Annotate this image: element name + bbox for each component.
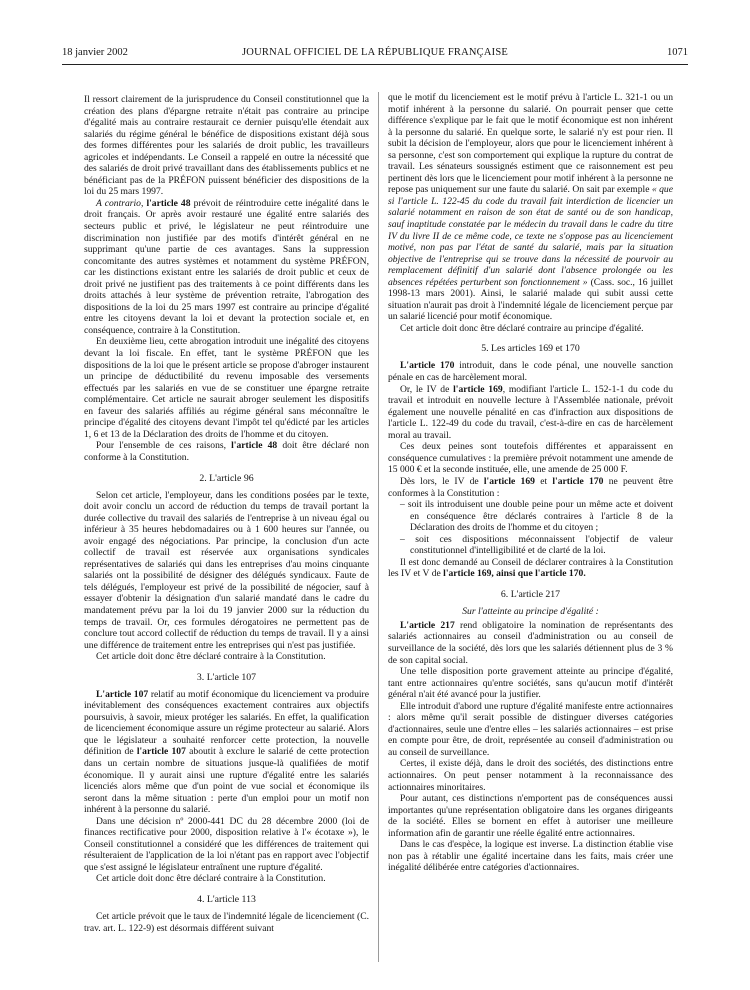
- paragraph-text: relatif au motif économique du licenciement va produire inévitablement des conséquences exactement contraires aux objectifs poursuivis, à savoir, mieux protéger les salariés. En effet, la qualification de licenciement économique assure un régime protecteur au salarié. Alors que le législateur a souhaité renforcer cette protection, la nouvelle définition de: [84, 688, 369, 758]
- section-heading-article-217: 6. L'article 217: [500, 588, 561, 600]
- paragraph-text: Pour l'ensemble de ces raisons,: [96, 440, 232, 452]
- paragraph: Cet article doit donc être déclaré contraire à la Constitution.: [96, 873, 326, 885]
- paragraph-text: Il est donc demandé au Conseil de déclarer contraires à la Constitution les IV et V de: [388, 556, 673, 580]
- article-body: [84, 94, 696, 964]
- left-column: [84, 94, 369, 964]
- paragraph: [388, 557, 673, 580]
- italic-phrase: A contrario,: [96, 197, 144, 209]
- paragraph: Selon cet article, l'employeur, dans les conditions posées par le texte, doit avoir conclu un accord de réduction du temps de travail portant la durée collective du travail des salariés de l'entreprise à un niveau égal ou inférieur à 35 heures hebdomadaires ou à 1 600 heures sur l'année, ou avoir engagé des négociations. Par principe, la conclusion d'un acte collectif de travail est réservée aux organisations syndicales représentatives de salariés qui dans les entreprises d'au moins cinquante salariés ont la possibilité de désigner des délégués syndicaux. Faute de tels délégués, l'employeur est privé de la possibilité de négocier, sauf à essayer d'obtenir la désignation d'un salarié mandaté dans le cadre du mandatement prévu par la loi du 19 janvier 2000 sur la réduction du temps de travail. Or, ces formules dérogatoires ne permettent pas de conclure tout accord collectif de réduction du temps de travail. Il y a ainsi une différence de traitement entre les entreprises qui n'est pas justifiée.: [84, 489, 369, 651]
- paragraph: Une telle disposition porte gravement atteinte au principe d'égalité, tant entre actionnaires qu'entre sociétés, sans qu'aucun motif d'intérêt général n'ait été avancé pour la justifier.: [388, 666, 673, 701]
- paragraph-text: Dès lors, le IV de: [400, 475, 484, 487]
- paragraph: Cet article prévoit que le taux de l'indemnité légale de licenciement (C. trav. art. L. 122-9) est désormais différent suivant: [84, 911, 369, 934]
- list-item: – soit ces dispositions méconnaissent l'objectif de valeur constitutionnel d'intelligibilité et de clarté de la loi.: [388, 534, 673, 557]
- article-ref: l'article 169: [453, 383, 503, 395]
- article-ref: l'article 107: [136, 746, 186, 758]
- paragraph-text: (Cass. soc., 16 juillet 1998-13 mars 2001). Ainsi, le salarié malade qui subit aussi cette situation n'aurait pas droit à l'indemnité légale de licenciement perçue par un salarié licencié pour motif économique.: [388, 276, 673, 323]
- article-ref: l'article 169: [483, 475, 535, 487]
- paragraph: Pour autant, ces distinctions n'emportent pas de conséquences aussi importantes qu'une représentation obligatoire dans les organes dirigeants de la société. Elles se bornent en effet à autoriser une meilleure information afin de garantir une réelle égalité entre actionnaires.: [388, 793, 673, 839]
- paragraph: [388, 620, 673, 666]
- paragraph-text: que le motif du licenciement est le motif prévu à l'article L. 321-1 ou un motif inhérent à la personne du salarié. On pourrait penser que cette différence s'explique par le fait que le motif économique est non inhérent à la personne du salarié. En quelque sorte, le salarié n'y est pour rien. Il subit la décision de l'employeur, alors que pour le licenciement inhérent à sa personne, c'est son comportement qui explique la rupture du contrat de travail. Les sénateurs soussignés estiment que ce raisonnement est peu pertinent dès lors que le licenciement pour motif inhérent à la personne ne repose pas uniquement sur une faute du salarié. On sait par exemple: [388, 92, 673, 196]
- paragraph-text: introduit, dans le code pénal, une nouvelle sanction pénale en cas de harcèlement moral.: [388, 360, 673, 384]
- paragraph-text: Or, le IV de: [400, 383, 454, 395]
- page-header: [62, 44, 688, 65]
- paragraph: Elle introduit d'abord une rupture d'égalité manifeste entre actionnaires : alors même qu'il serait possible de distinguer diverses catégories d'actionnaires, seule une d'entre elles – les salariés actionnaires – est prise en compte pour être, de droit, représentée au conseil d'administration ou au conseil de surveillance.: [388, 700, 673, 758]
- paragraph: [84, 198, 369, 337]
- bullet-list: [388, 499, 673, 557]
- header-date: 18 janvier 2002: [62, 47, 128, 58]
- paragraph-text: rend obligatoire la nomination de représentants des salariés actionnaires au conseil d'administration ou au conseil de surveillance de la société, dès lors que les salariés détiennent plus de 3 % de son capital social.: [388, 619, 673, 666]
- paragraph: En deuxième lieu, cette abrogation introduit une inégalité des citoyens devant la loi fiscale. En effet, tant le système PRÉFON que les dispositions de la loi que le présent article se propose d'abroger instaurent un principe de déductibilité du revenu imposable des versements effectués par les salariés en vue de se constituer une épargne retraite complémentaire. Cet article ne saurait abroger seulement les dispositifs en faveur des salariés affiliés au régime général sans méconnaître le principe d'égalité des citoyens devant l'impôt tel qu'édicté par les articles 1, 6 et 13 de la Déclaration des droits de l'homme et du citoyen.: [84, 336, 369, 440]
- paragraph: Certes, il existe déjà, dans le droit des sociétés, des distinctions entre actionnaires. On peut penser notamment à la reconnaissance des actionnaires minoritaires.: [388, 758, 673, 793]
- header-page-number: 1071: [667, 47, 688, 58]
- paragraph-text: doit être déclaré non conforme à la Constitution.: [84, 440, 369, 463]
- list-item: – soit ils introduisent une double peine pour un même acte et doivent en conséquence être déclarés contraires à l'article 8 de la Déclaration des droits de l'homme et du citoyen ;: [388, 499, 673, 534]
- section-heading-articles-169-170: 5. Les articles 169 et 170: [481, 343, 580, 355]
- paragraph: [388, 384, 673, 442]
- article-ref: L'article 217: [400, 619, 455, 631]
- paragraph: Cet article doit donc être déclaré contraire au principe d'égalité.: [400, 322, 644, 334]
- column-divider: [378, 92, 379, 962]
- paragraph: Cet article doit donc être déclaré contraire à la Constitution.: [96, 651, 326, 663]
- paragraph: Ces deux peines sont toutefois différentes et apparaissent en conséquence cumulatives : la première prévoit notamment une amende de 15 000 € et la seconde instituée, elle, une amende de 25 000 F.: [388, 441, 673, 476]
- article-ref: l'article 169, ainsi que l'article 170.: [443, 568, 586, 580]
- paragraph: [388, 360, 673, 383]
- paragraph: [84, 689, 369, 816]
- subsection-heading: Sur l'atteinte au principe d'égalité :: [462, 605, 599, 617]
- paragraph-text: ne peuvent être conformes à la Constitution :: [388, 475, 673, 499]
- paragraph: [84, 440, 369, 463]
- article-ref: l'article 170: [552, 475, 604, 487]
- paragraph: [388, 92, 673, 323]
- paragraph-text: et: [534, 475, 553, 487]
- section-heading-article-107: 3. L'article 107: [196, 671, 257, 683]
- paragraph-text: prévoit de réintroduire cette inégalité dans le droit français. Or après avoir restauré une égalité entre salariés des secteurs public et privé, le législateur ne peut réintroduire une discrimination non justifiée par des motifs d'intérêt général en ne supprimant qu'une partie de ces avantages. Sans la suppression concomitante des autres systèmes et notamment du système PRÉFON, car les distinctions existant entre les salariés de droit public et ceux de droit privé ne justifient pas des traitements à ce point différents dans les droits attachés à leur système de prévention retraite, l'abrogation des dispositions de la loi du 25 mars 1997 est contraire au principe d'égalité entre les citoyens devant la loi et devant la protection sociale et, en conséquence, contraire à la Constitution.: [84, 197, 369, 336]
- paragraph-text: aboutit à exclure le salarié de cette protection dans un certain nombre de situations jusque-là qualifiées de motif économique. Il y aurait ainsi une rupture d'égalité entre les salariés licenciés alors même que d'un point de vue social et économique ils seront dans la même situation : perte d'un emploi pour un motif non inhérent à la personne du salarié.: [84, 746, 369, 816]
- section-heading-article-113: 4. L'article 113: [197, 894, 256, 905]
- section-heading-article-96: 2. L'article 96: [199, 472, 254, 484]
- paragraph-text: , modifiant l'article L. 152-1-1 du code du travail et introduit en nouvelle lecture à l'Assemblée nationale, prévoit également une nouvelle pénalité en cas d'infraction aux dispositions de l'article L. 122-49 du code du travail, c'est-à-dire en cas de harcèlement moral au travail.: [388, 383, 673, 441]
- paragraph: Il ressort clairement de la jurisprudence du Conseil constitutionnel que la création des plans d'épargne retraite n'était pas contraire au principe d'égalité mais au contraire restaurait ce dernier puisqu'elle étendait aux salariés du régime général le bénéfice de dispositions existant déjà sous des formes différentes pour les salariés de droit public, les travailleurs agricoles et indépendants. Le Conseil a rappelé en outre la nécessité que des salariés de droit privé travaillant dans des établissements publics et ne bénéficiant pas de la PRÉFON puissent bénéficier des dispositions de la loi du 25 mars 1997.: [84, 94, 369, 198]
- article-ref: l'article 48: [231, 440, 278, 452]
- paragraph: [388, 476, 673, 499]
- article-ref: L'article 170: [400, 360, 455, 372]
- quotation: « que si l'article L. 122-45 du code du travail fait interdiction de licencier un salarié notamment en raison de son état de santé ou de son handicap, sauf inaptitude constatée par le médecin du travail dans le cadre du titre IV du livre II de ce même code, ce texte ne s'oppose pas au licenciement motivé, non pas par l'état de santé du salarié, mais par la situation objective de l'entreprise qui se trouve dans la nécessité de pourvoir au remplacement définitif d'un salarié dont l'absence prolongée ou les absences répétées perturbent son fonctionnement »: [388, 184, 673, 288]
- right-column: [388, 92, 673, 962]
- paragraph: Dans une décision nº 2000-441 DC du 28 décembre 2000 (loi de finances rectificative pour 2000, disposition relative à l'« écotaxe »), le Conseil constitutionnel a considéré que les différences de traitement qui résulteraient de l'application de la loi n'étant pas en rapport avec l'objectif que s'est assigné le législateur entraînent une rupture d'égalité.: [84, 815, 369, 873]
- article-ref: L'article 107: [96, 688, 149, 700]
- paragraph: Dans le cas d'espèce, la logique est inverse. La distinction établie vise non pas à rétablir une égalité incertaine dans les faits, mais créer une inégalité délibérée entre catégories d'actionnaires.: [388, 839, 673, 874]
- header-journal-title: JOURNAL OFFICIEL DE LA RÉPUBLIQUE FRANÇAISE: [242, 47, 508, 58]
- article-ref: l'article 48: [146, 197, 191, 209]
